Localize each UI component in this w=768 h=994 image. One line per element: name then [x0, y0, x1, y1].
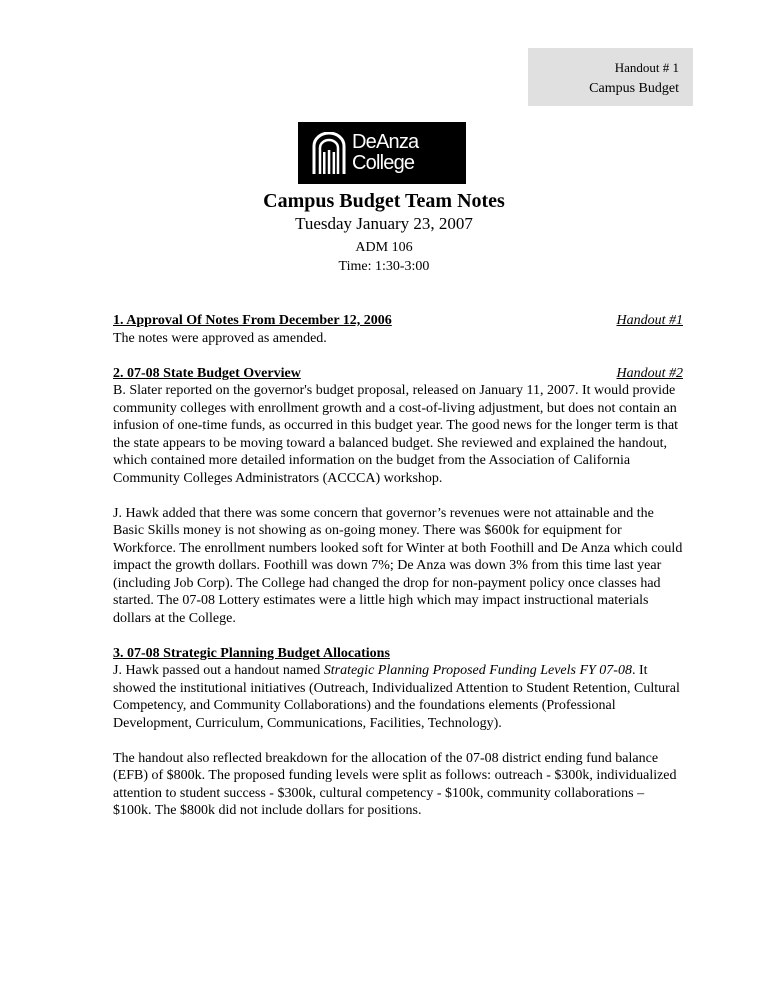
meeting-time: Time: 1:30-3:00 — [338, 259, 430, 274]
arch-columns-icon — [312, 132, 346, 174]
meeting-date: Tuesday January 23, 2007 — [295, 214, 473, 233]
college-logo — [298, 122, 466, 184]
page-title: Campus Budget Team Notes — [263, 190, 505, 212]
notes-body — [113, 312, 683, 820]
handout-label-box — [528, 48, 693, 106]
meeting-room: ADM 106 — [355, 240, 413, 255]
section-handout-ref: Handout #2 — [616, 365, 683, 381]
handout-title-italic: Strategic Planning Proposed Funding Levels FY 07-08 — [323, 663, 632, 678]
section-2-heading — [113, 365, 683, 383]
section-3-heading — [113, 645, 683, 663]
section-2-paragraph-2: J. Hawk added that there was some concern that governor’s revenues were not attainable and the Basic Skills money is not showing as on-going money. There was $600k for equipment for Workforce. The enrollment numbers looked soft for Winter at both Foothill and De Anza which could impact the growth dollars. Foothill was down 7%; De Anza was down 3% from this time last year (including Job Corp). The College had changed the drop for non-payment policy once classes had started. The 07-08 Lottery estimates were a little high which may impact instructional materials dollars at the College. — [113, 505, 683, 626]
section-2-paragraph-1: B. Slater reported on the governor's budget proposal, released on January 11, 2007. It would provide community colleges with enrollment growth and a cost-of-living adjustment, but does not contain an infusion of one-time funds, as occurred in this budget year. The good news for the longer term is that the state appears to be moving toward a balanced budget. She reviewed and explained the handout, which contained more detailed information on the budget from the Association of California Community Colleges Administrators (ACCCA) workshop. — [113, 383, 679, 486]
section-heading-text: 1. Approval Of Notes From December 12, 2006 — [113, 313, 392, 328]
paragraph-text: . It showed the institutional initiatives (Outreach, Individualized Attention to Student Retention, Cultural Competency, and Community Collaborations) and the foundations elements (Professional Development, Curriculum, Communications, Facilities, Technology). — [113, 663, 680, 731]
logo-wordmark — [352, 132, 418, 174]
section-1-paragraph: The notes were approved as amended. — [113, 330, 327, 346]
logo-line2: College — [352, 152, 415, 174]
logo-line1: DeAnza — [352, 131, 419, 153]
section-heading-text: 2. 07-08 State Budget Overview — [113, 365, 301, 381]
handout-subject: Campus Budget — [589, 81, 679, 96]
handout-number: Handout # 1 — [614, 60, 679, 75]
section-handout-ref: Handout #1 — [616, 313, 683, 328]
section-3-paragraph-1 — [113, 662, 683, 732]
section-3-paragraph-2: The handout also reflected breakdown for the allocation of the 07-08 district ending fund balance (EFB) of $800k. The proposed funding levels were split as follows: outreach - $300k, individualized attention to student success - $300k, cultural competency - $100k, community collaborations – $100k. The $800k did not include dollars for positions. — [113, 750, 677, 818]
paragraph-text: J. Hawk passed out a handout named — [113, 663, 324, 678]
section-1-heading — [113, 312, 683, 330]
section-heading-text: 3. 07-08 Strategic Planning Budget Allocations — [113, 645, 390, 661]
